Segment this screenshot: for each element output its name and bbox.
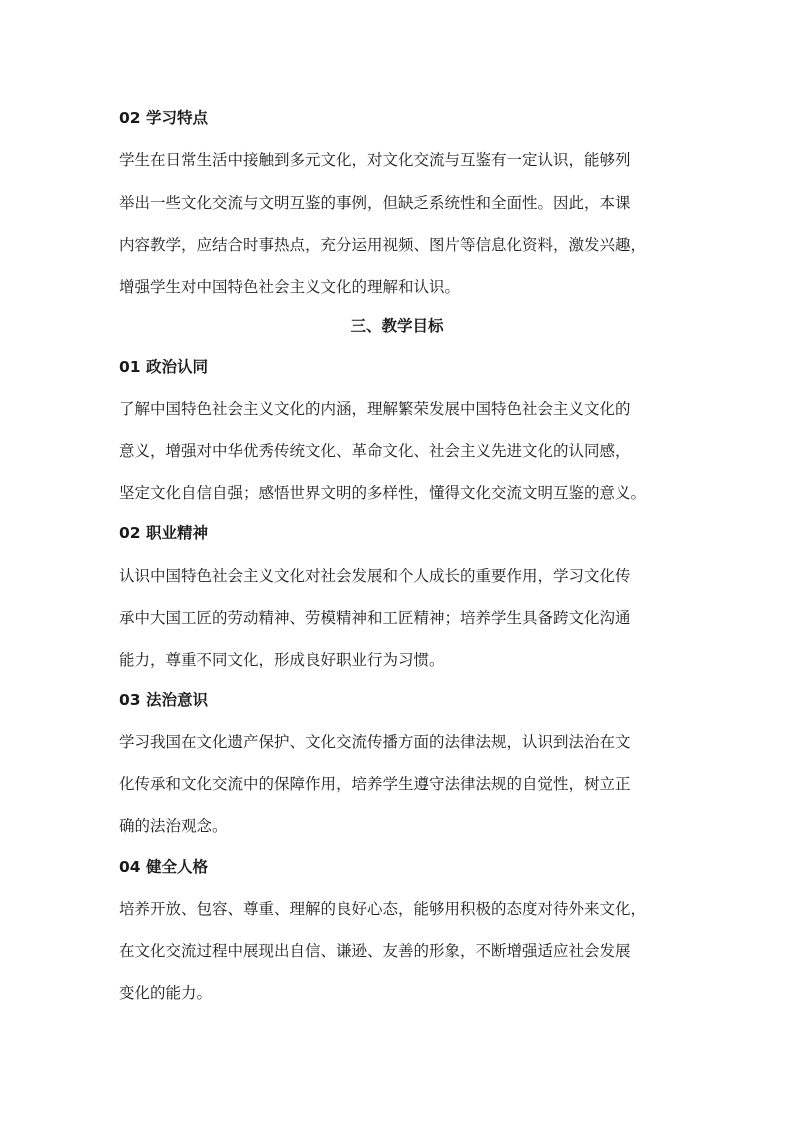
paragraph-line: 变化的能力。: [119, 984, 213, 1002]
paragraph-line: 化传承和文化交流中的保障作用，培养学生遵守法律法规的自觉性，树立正: [119, 775, 631, 793]
paragraph-line: 确的法治观念。: [119, 817, 228, 835]
section-heading-political-identity: 01 政治认同: [119, 358, 208, 376]
paragraph-line: 在文化交流过程中展现出自信、谦逊、友善的形象，不断增强适应社会发展: [119, 942, 631, 960]
paragraph-line: 坚定文化自信自强；感悟世界文明的多样性，懂得文化交流文明互鉴的意义。: [119, 484, 647, 502]
paragraph-line: 增强学生对中国特色社会主义文化的理解和认识。: [119, 278, 461, 296]
paragraph-line: 学生在日常生活中接触到多元文化，对文化交流与互鉴有一定认识，能够列: [119, 151, 631, 169]
paragraph-line: 意义，增强对中华优秀传统文化、革命文化、社会主义先进文化的认同感，: [119, 442, 631, 460]
section-title-teaching-goals: 三、教学目标: [350, 317, 444, 335]
section-heading-professional-spirit: 02 职业精神: [119, 524, 208, 542]
paragraph-line: 了解中国特色社会主义文化的内涵，理解繁荣发展中国特色社会主义文化的: [119, 400, 631, 418]
section-heading-sound-personality: 04 健全人格: [119, 858, 208, 876]
paragraph-line: 学习我国在文化遗产保护、文化交流传播方面的法律法规，认识到法治在文: [119, 733, 631, 751]
paragraph-line: 承中大国工匠的劳动精神、劳模精神和工匠精神；培养学生具备跨文化沟通: [119, 609, 631, 627]
paragraph-line: 举出一些文化交流与文明互鉴的事例，但缺乏系统性和全面性。因此，本课: [119, 194, 631, 212]
section-heading-learning-features: 02 学习特点: [119, 109, 208, 127]
paragraph-line: 培养开放、包容、尊重、理解的良好心态，能够用积极的态度对待外来文化，: [119, 900, 647, 918]
paragraph-line: 能力，尊重不同文化，形成良好职业行为习惯。: [119, 651, 445, 669]
section-heading-rule-of-law: 03 法治意识: [119, 691, 208, 709]
paragraph-line: 内容教学，应结合时事热点，充分运用视频、图片等信息化资料，激发兴趣，: [119, 236, 647, 254]
paragraph-line: 认识中国特色社会主义文化对社会发展和个人成长的重要作用，学习文化传: [119, 567, 631, 585]
